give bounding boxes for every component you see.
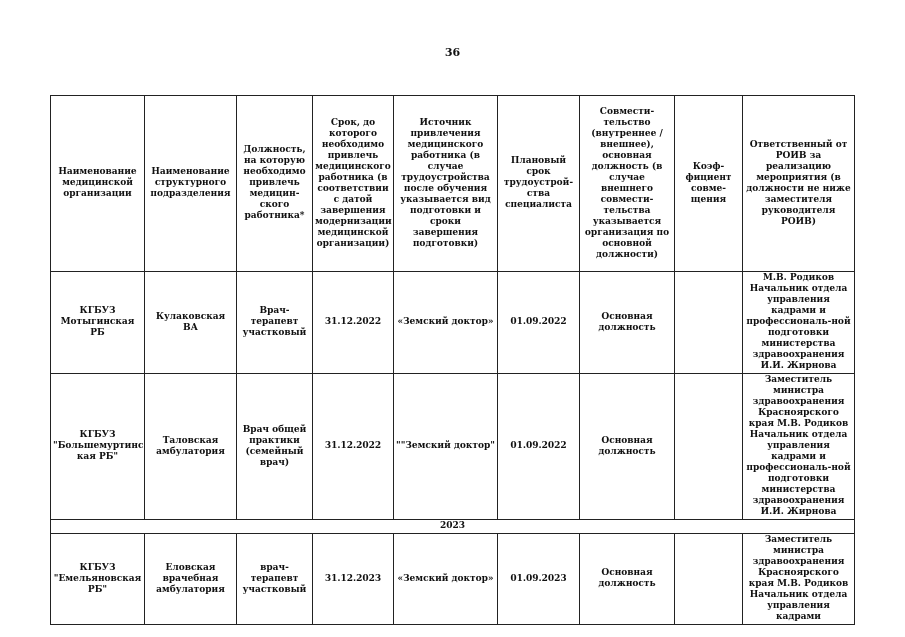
- header-combination: Совмести-тельство (внутреннее /внешнее), основная должность (в случае внешнего совмести-тельства указывается организация по основной должности): [580, 96, 675, 272]
- header-unit: Наименование структурного подразделения: [145, 96, 237, 272]
- cell-combination: Основная должность: [580, 534, 675, 625]
- year-label: 2023: [51, 520, 855, 534]
- cell-source: «Земский доктор»: [394, 272, 498, 374]
- cell-deadline: 31.12.2022: [313, 374, 394, 520]
- cell-coef: [675, 272, 743, 374]
- cell-org: КГБУЗ "Большемуртинс кая РБ": [51, 374, 145, 520]
- cell-source: ""Земский доктор": [394, 374, 498, 520]
- header-coef: Коэф-фициент совме-щения: [675, 96, 743, 272]
- cell-unit: Кулаковская ВА: [145, 272, 237, 374]
- table-row: [51, 534, 855, 625]
- cell-responsible: Заместитель министра здравоохранения Красноярского края М.В. Родиков Начальник отдела управления кадрами: [743, 534, 855, 625]
- cell-combination: Основная должность: [580, 272, 675, 374]
- cell-combination: Основная должность: [580, 374, 675, 520]
- header-planned: Плановый срок трудоустрой-ства специалиста: [498, 96, 580, 272]
- cell-unit: Таловская амбулатория: [145, 374, 237, 520]
- cell-coef: [675, 534, 743, 625]
- cell-unit: Еловская врачебная амбулатория: [145, 534, 237, 625]
- page-number: 36: [444, 46, 461, 59]
- cell-planned: 01.09.2022: [498, 272, 580, 374]
- cell-coef: [675, 374, 743, 520]
- year-row: [51, 520, 855, 534]
- table-header-row: [51, 96, 855, 272]
- header-source: Источник привлечения медицинского работника (в случае трудоустройства после обучения указывается вид подготовки и сроки завершения подготовки): [394, 96, 498, 272]
- cell-deadline: 31.12.2022: [313, 272, 394, 374]
- cell-deadline: 31.12.2023: [313, 534, 394, 625]
- table-row: [51, 374, 855, 520]
- cell-responsible: Заместитель министра здравоохранения Красноярского края М.В. Родиков Начальник отдела управления кадрами и профессиональ-ной подготовки министерства здравоохранения И.И. Жирнова: [743, 374, 855, 520]
- cell-source: «Земский доктор»: [394, 534, 498, 625]
- cell-org: КГБУЗ "Емельяновская РБ": [51, 534, 145, 625]
- header-position: Должность, на которую необходимо привлечь медицин-ского работника*: [237, 96, 313, 272]
- cell-position: Врач общей практики (семейный врач): [237, 374, 313, 520]
- cell-responsible: М.В. Родиков Начальник отдела управления кадрами и профессиональ-ной подготовки министерства здравоохранения И.И. Жирнова: [743, 272, 855, 374]
- staffing-table: [50, 95, 855, 625]
- header-deadline: Срок, до которого необходимо привлечь медицинского работника (в соответствии с датой завершения модернизации медицинской организации): [313, 96, 394, 272]
- cell-planned: 01.09.2023: [498, 534, 580, 625]
- header-responsible: Ответственный от РОИВ за реализацию мероприятия (в должности не ниже заместителя руководителя РОИВ): [743, 96, 855, 272]
- cell-planned: 01.09.2022: [498, 374, 580, 520]
- header-org: Наименование медицинской организации: [51, 96, 145, 272]
- cell-position: Врач-терапевт участковый: [237, 272, 313, 374]
- cell-position: врач-терапевт участковый: [237, 534, 313, 625]
- cell-org: КГБУЗ Мотыгинская РБ: [51, 272, 145, 374]
- table-row: [51, 272, 855, 374]
